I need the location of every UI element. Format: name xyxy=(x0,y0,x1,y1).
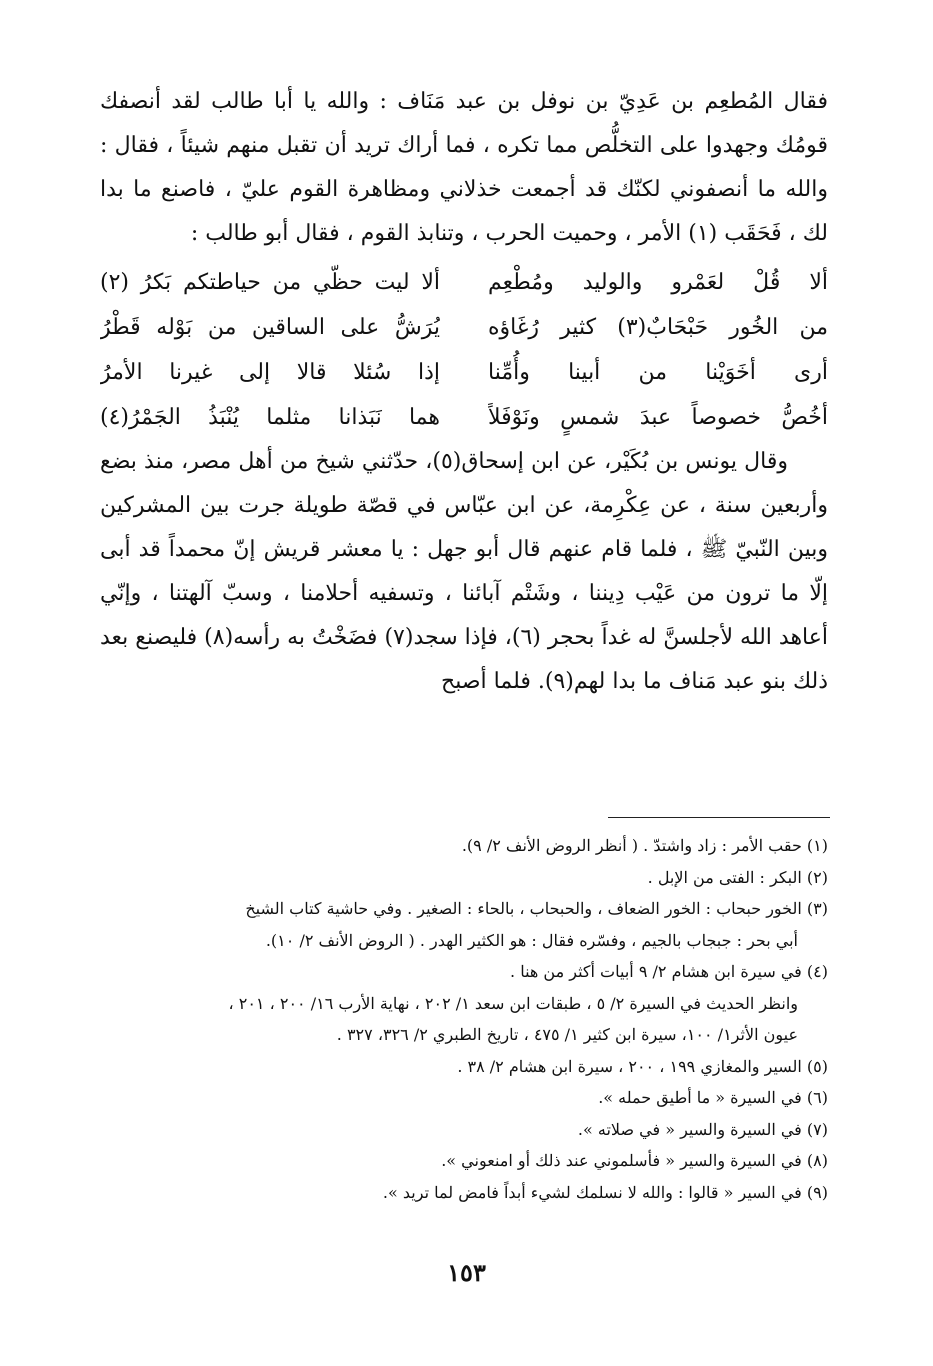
paragraph-1 xyxy=(100,80,828,256)
footnote: (٧) في السيرة والسير « في صلاته ». xyxy=(577,1119,828,1139)
poem xyxy=(100,260,828,440)
footnotes xyxy=(100,830,828,1208)
verse-first-hemistich: من الخُور حَبْحَابٌ(٣) كثير رُغَاؤه xyxy=(488,315,828,340)
poem-verse xyxy=(100,260,828,305)
verse-first-hemistich: ألا قُلْ لعَمْرو والوليد ومُطْعِم xyxy=(488,270,828,295)
poem-verse xyxy=(100,305,828,350)
footnote: (٦) في السيرة « ما أطيق حمله ». xyxy=(598,1088,828,1107)
footnote-separator xyxy=(608,817,830,818)
footnote-continuation: وانظر الحديث في السيرة ٢/ ٥ ، طبقات ابن سعد ١/ ٢٠٢ ، نهاية الأرب ١٦/ ٢٠٠ ، ٢٠١ ، xyxy=(228,993,798,1013)
footnote: (٨) في السيرة والسير « فأسلموني عند ذلك أو امنعوني ». xyxy=(441,1151,828,1170)
footnote: (٤) في سيرة ابن هشام ٢/ ٩ أبيات أكثر من هنا . xyxy=(510,962,828,981)
main-text xyxy=(100,80,828,704)
footnote: (٣) الخور حبحاب : الخور الضعاف ، والحبحاب ، بالحاء : الصغير . وفي حاشية كتاب الشيخ xyxy=(245,899,828,918)
paragraph-2-text: وقال يونس بن بُكَيْر، عن ابن إسحاق(٥)، حدّثني شيخ من أهل مصر، منذ بضع وأربعين سنة ، عن عِكْرِمة، عن ابن عبّاس في قصّة طويلة جرت بين المشركين وبين النّبيّ ﷺ ، فلما قام عنهم قال أبو جهل : يا معشر قريش إنّ محمداً قد أبى إلّا ما ترون من عَيْب دِيننا ، وشَتْم آبائنا ، وتسفيه أحلامنا ، وسبّ آلهتنا ، وإنّي أعاهد الله لأجلسنَّ له غداً بحجر (٦)، فإذا سجد(٧) فضَخْتُ به رأسه(٨) فليصنع بعد ذلك بنو عبد مَناف ما بدا لهم(٩). فلما أصبح xyxy=(100,449,828,694)
poem-verse xyxy=(100,395,828,440)
verse-second-hemistich: ألا ليت حظّي من حياطتكم بَكرُ (٢) xyxy=(100,270,440,295)
verse-first-hemistich: أخُصُّ خصوصاً عبدَ شمسٍ ونَوْفَلاً xyxy=(488,405,828,430)
footnote: (٩) في السير « قالوا : والله لا نسلمك لشيء أبداً فامض لما تريد ». xyxy=(382,1182,828,1202)
verse-second-hemistich: هما نَبَذانا مثلما يُنْبَذُ الجَمْرُ(٤) xyxy=(100,405,440,430)
footnote: (٢) البكر : الفتى من الإبل . xyxy=(647,867,828,887)
page-number: ١٥٣ xyxy=(447,1258,486,1287)
verse-first-hemistich: أرى أخَوَيْنا من أبينا وأُمِّنا xyxy=(488,360,828,385)
footnote-continuation: عيون الأثر١/ ١٠٠، سيرة ابن كثير ١/ ٤٧٥ ، تاريخ الطبري ٢/ ٣٢٦، ٣٢٧ . xyxy=(336,1025,798,1044)
paragraph-1-text: فقال المُطعِم بن عَدِيّ بن نوفل بن عبد مَنَاف : والله يا أبا طالب لقد أنصفك قومُك وجهدوا على التخلُّص مما تكره ، فما أراك تريد أن تقبل منهم شيئاً ، فقال : والله ما أنصفوني لكنّك قد أجمعت خذلاني ومظاهرة القوم عليّ ، فاصنع ما بدا لك ، فَحَقَب (١) الأمر ، وحميت الحرب ، وتنابذ القوم ، فقال أبو طالب : xyxy=(100,89,828,246)
footnote: (٥) السير والمغازي ١٩٩ ، ٢٠٠ ، سيرة ابن هشام ٢/ ٣٨ . xyxy=(457,1056,828,1076)
poem-verse xyxy=(100,350,828,395)
verse-second-hemistich: يُرَشُّ على الساقين من بَوْله قَطْرُ xyxy=(100,315,440,340)
footnote: (١) حقب الأمر : زاد واشتدّ . ( أنظر الروض الأنف ٢/ ٩). xyxy=(461,836,828,855)
verse-second-hemistich: إذا سُئلا قالا إلى غيرنا الأمرُ xyxy=(100,360,440,385)
paragraph-2 xyxy=(100,440,828,704)
footnote-continuation: أبي بحر : جبجاب بالجيم ، وفسّره فقال : هو الكثير الهدر . ( الروض الأنف ٢/ ١٠). xyxy=(265,930,798,950)
